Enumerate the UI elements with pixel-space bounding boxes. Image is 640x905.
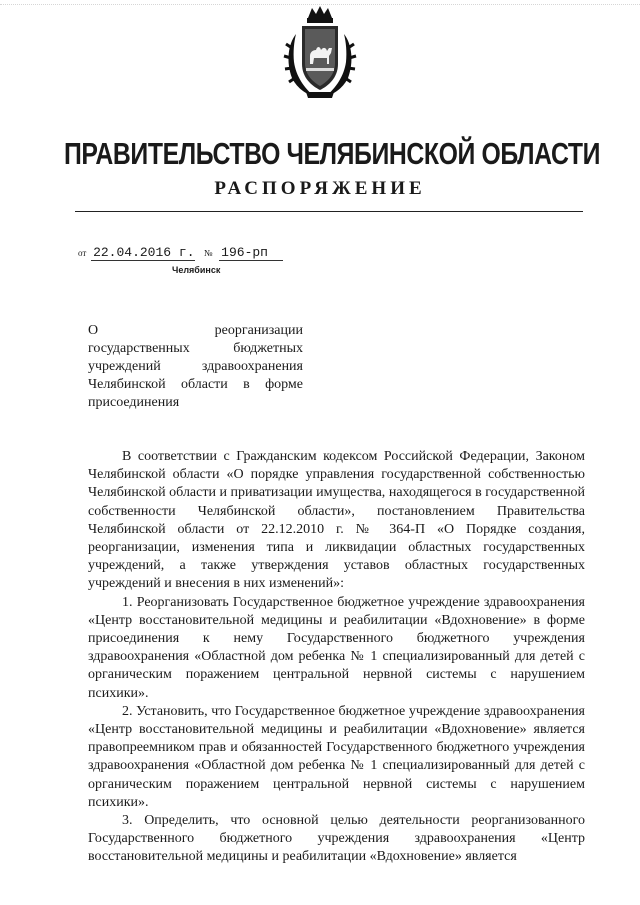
document-city: Челябинск — [172, 265, 221, 275]
clause-3-paragraph: 3. Определить, что основной целью деятельности реорганизованного Государственного бюджетного учреждения здравоохранения «Центр восстановительной медицины и реабилитации «Вдохновение» является — [88, 813, 585, 865]
number-prefix: № — [203, 248, 213, 258]
registration-line — [78, 246, 283, 264]
document-date: 22.04.2016 г. — [93, 245, 195, 260]
clause-1-paragraph: 1. Реорганизовать Государственное бюджетное учреждение здравоохранения «Центр восстановительной медицины и реабилитации «Вдохновение» в форме присоединения к нему Государственного бюджетного учреждения здравоохранения «Областной дом ребенка № 1 специализированный для детей с органическим поражением центральной нервной системы с нарушением психики». — [88, 594, 585, 701]
preamble-paragraph: В соответствии с Гражданским кодексом Российской Федерации, Законом Челябинской области «О порядке управления государственной собственностью Челябинской области и приватизации имущества, находящегося в государственной собственности Челябинской области», постановлением Правительства Челябинской области от 22.12.2010 г. № 364-П «О Порядке создания, реорганизации, изменения типа и ликвидации областных государственных учреждений, а также утверждения уставов областных государственных учреждений и внесения в них изменений»: — [88, 449, 585, 592]
document-subject — [88, 322, 303, 412]
date-prefix: от — [78, 248, 87, 258]
document-number: 196-рп — [219, 246, 283, 261]
subject-line: учреждений здравоохранения — [88, 359, 303, 374]
document-type: РАСПОРЯЖЕНИЕ — [214, 178, 426, 199]
document-body — [88, 448, 585, 867]
government-name: ПРАВИТЕЛЬСТВО ЧЕЛЯБИНСКОЙ ОБЛАСТИ — [64, 136, 601, 171]
coat-of-arms-icon — [282, 4, 358, 102]
clause-2-paragraph: 2. Установить, что Государственное бюджетное учреждение здравоохранения «Центр восстановительной медицины и реабилитации «Вдохновение» является правопреемником прав и обязанностей Государственного бюджетного учреждения здравоохранения «Областной дом ребенка № 1 специализированный для детей с органическим поражением центральной нервной системы с нарушением психики». — [88, 703, 585, 810]
subject-line: государственных бюджетных — [88, 341, 303, 356]
subject-line: присоединения — [88, 395, 180, 410]
subject-line: О реорганизации — [88, 323, 303, 338]
header-divider — [75, 211, 583, 212]
subject-line: Челябинской области в форме — [88, 377, 303, 392]
